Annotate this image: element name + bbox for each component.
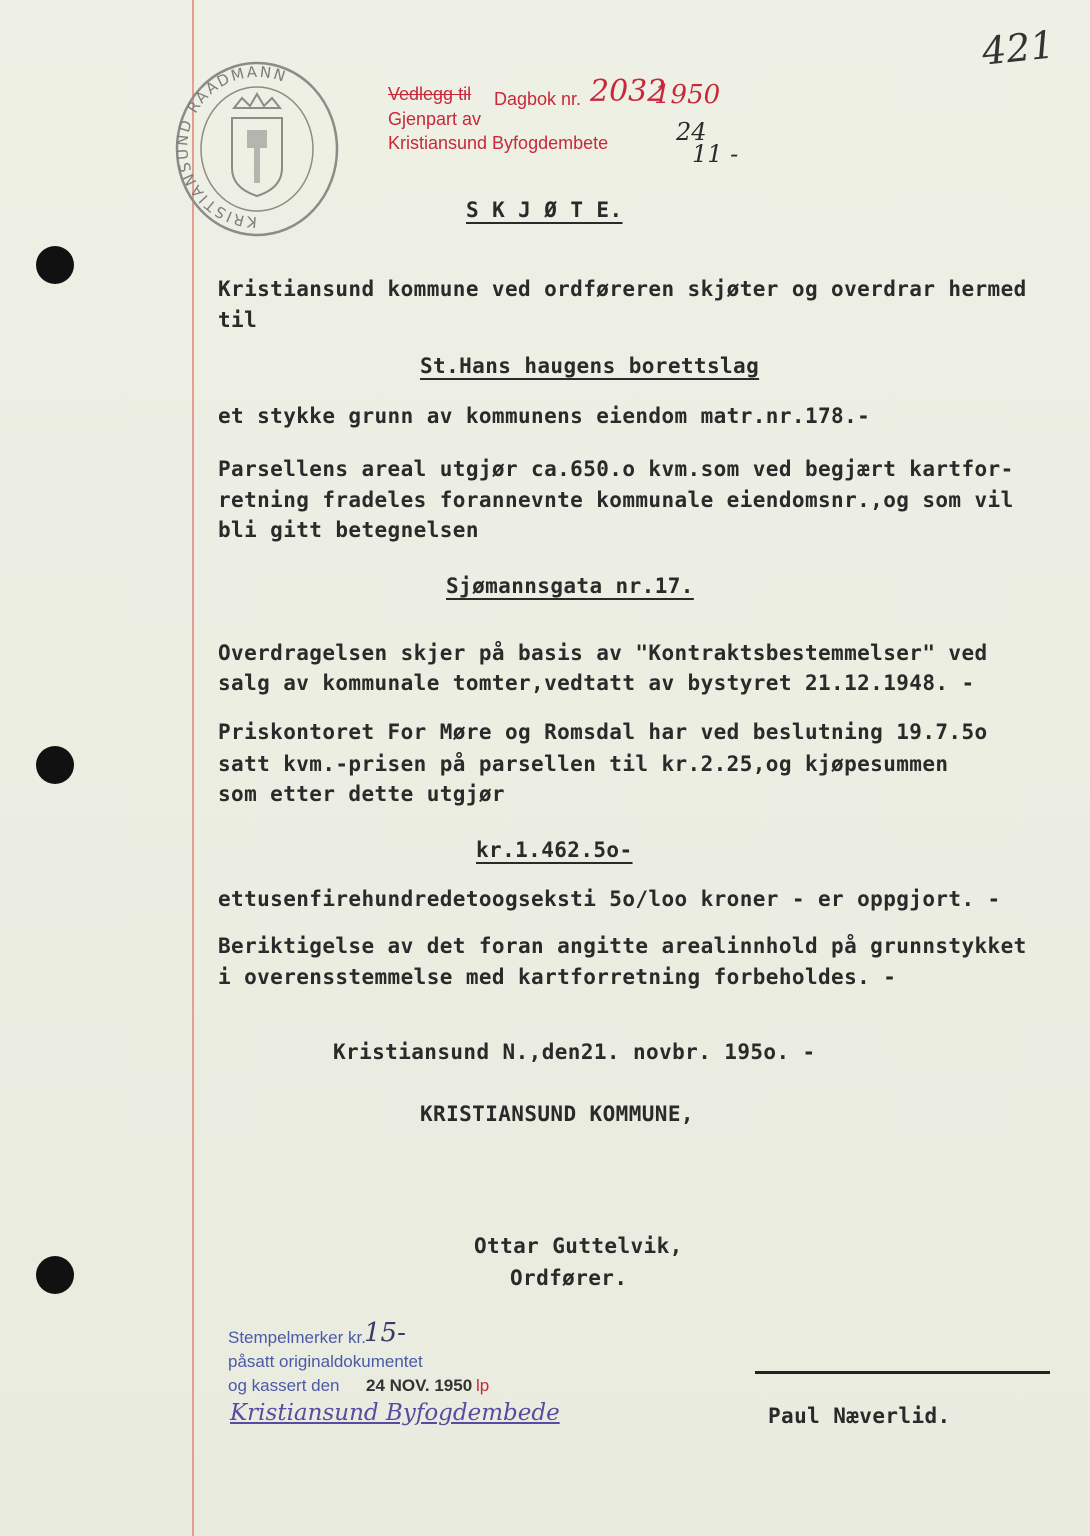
paragraph-3-line-1: Parsellens areal utgjør ca.650.o kvm.som ved begjært kartfor- [218,457,1014,481]
stamp-duty-amount: 15- [364,1318,406,1348]
stamp-initials: lp [476,1376,490,1395]
paragraph-3-line-3: bli gitt betegnelsen [218,518,479,542]
property-address: Sjømannsgata nr.17. [446,574,694,598]
paragraph-5-line-1: Priskontoret For Møre og Romsdal har ved beslutning 19.7.5o [218,720,988,744]
date-month-handwritten: 11 - [692,140,739,168]
red-stamp-struck-text: Vedlegg til [388,84,472,104]
witness-name: Paul Næverlid. [768,1404,951,1428]
paragraph-7-line-1: Beriktigelse av det foran angitte arealinnhold på grunnstykket [218,934,1027,958]
signer-name: Ottar Guttelvik, [474,1234,683,1258]
paragraph-4-line-2: salg av kommunale tomter,vedtatt av bystyret 21.12.1948. - [218,671,975,695]
amount-in-words: ettusenfirehundredetoogseksti 5o/loo kroner - er oppgjort. - [218,887,1001,911]
punch-hole-1 [36,246,74,284]
paragraph-5-line-2: satt kvm.-prisen på parsellen til kr.2.25,og kjøpesummen [218,752,949,776]
stamp-duty-label: Stempelmerker kr. [228,1328,366,1347]
date-day-handwritten: 24 [676,118,707,146]
punch-hole-3 [36,1256,74,1294]
red-stamp-copy-label: Gjenpart av [388,109,482,129]
journal-year: 1950 [654,80,721,110]
punch-hole-2 [36,746,74,784]
paragraph-4-line-1: Overdragelsen skjer på basis av "Kontraktsbestemmelser" ved [218,641,988,665]
stamp-cancelled-label: og kassert den [228,1376,340,1395]
red-stamp-office: Kristiansund Byfogdembete [388,133,609,153]
paragraph-7-line-2: i overensstemmelse med kartforretning forbeholdes. - [218,965,897,989]
seal-text: KRISTIANSUND RAADMANN [173,62,290,232]
red-stamp-dagbok-label: Dagbok nr. [494,89,582,109]
page-number: 421 [979,22,1057,74]
witness-signature-line [755,1371,1050,1374]
stamp-affixed-label: påsatt originaldokumentet [228,1352,423,1371]
recipient-name: St.Hans haugens borettslag [420,354,760,378]
signer-title: Ordfører. [510,1266,628,1290]
issuing-municipality: KRISTIANSUND KOMMUNE, [420,1102,694,1126]
registry-office-signature: Kristiansund Byfogdembede [230,1400,560,1426]
paragraph-3-line-2: retning fradeles forannevnte kommunale eiendomsnr.,og som vil [218,488,1014,512]
municipal-seal [172,58,342,240]
paragraph-5-line-3: som etter dette utgjør [218,782,505,806]
document-title: S K J Ø T E. [466,198,623,222]
place-and-date: Kristiansund N.,den21. novbr. 195o. - [333,1040,816,1064]
purchase-amount: kr.1.462.5o- [476,838,633,862]
paragraph-1-line-2: til [218,308,258,332]
journal-number: 2032 [590,74,667,109]
stamp-cancelled-date: 24 NOV. 1950 [366,1376,473,1395]
paragraph-2: et stykke grunn av kommunens eiendom matr.nr.178.- [218,404,871,428]
paragraph-1-line-1: Kristiansund kommune ved ordføreren skjøter og overdrar hermed [218,277,1027,301]
